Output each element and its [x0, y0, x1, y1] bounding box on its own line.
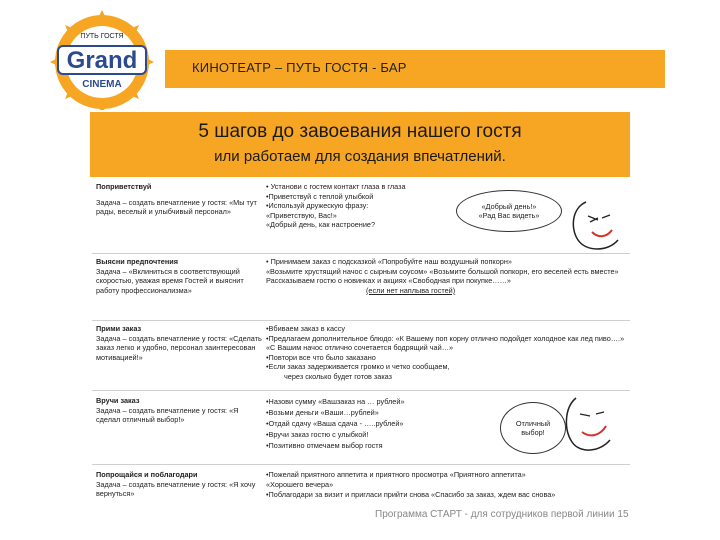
action-note: (если нет наплыва гостей)	[366, 285, 456, 295]
step-row-order	[92, 324, 630, 388]
step-name: Вручи заказ	[96, 396, 140, 405]
step-row-farewell	[92, 470, 630, 506]
action-item: •Пожелай приятного аппетита и приятного просмотра «Приятного аппетита»	[266, 470, 526, 479]
winking-face-icon	[560, 392, 618, 454]
page-title: КИНОТЕАТР – ПУТЬ ГОСТЯ - БАР	[192, 60, 407, 75]
action-item: «Возьмите хрустящий начос с сырным соусом» «Возьмите большой попкорн, его веселей есть вместе»	[266, 266, 619, 276]
banner-panel	[90, 112, 630, 177]
step-actions	[266, 470, 628, 500]
choice-bubble-line: Отличный	[515, 418, 551, 428]
step-task: Задача – создать впечатление у гостя: «Мы тут рады, веселый и улыбчивый персонал»	[96, 198, 257, 217]
step-name: Прими заказ	[96, 324, 142, 333]
banner-title: 5 шагов до завоевания нашего гостя	[198, 121, 522, 142]
step-task: Задача – создать впечатление у гостя: «Сделать заказ легко и удобно, персонал заинтересован мотивацией!»	[96, 334, 262, 362]
action-item: •Вбиваем заказ в кассу	[266, 324, 345, 333]
step-left-cell	[96, 257, 264, 295]
greeting-speech-bubble	[456, 190, 562, 232]
action-item: •Назови сумму «Вашзаказ на … рублей»	[266, 397, 405, 406]
step-task: Задача – создать впечатление у гостя: «Я хочу вернуться»	[96, 480, 256, 499]
action-item: через сколько будет готов заказ	[284, 371, 392, 381]
action-item: •Если заказ задерживается громко и четко сообщаем,	[266, 362, 450, 372]
greeting-bubble-line: «Добрый день!»	[481, 201, 537, 211]
row-divider	[92, 464, 630, 465]
action-item: Рассказываем гостю о новинках и акциях «Свободная при покупке……»	[266, 276, 511, 286]
step-actions	[266, 257, 628, 295]
step-left-cell	[96, 182, 264, 217]
action-item: •Используй дружескую фразу:	[266, 201, 369, 211]
step-name: Поприветствуй	[96, 182, 152, 191]
step-name: Попрощайся и поблагодари	[96, 470, 198, 479]
footer-text: Программа СТАРТ - для сотрудников первой линии 15	[375, 509, 629, 520]
choice-speech-bubble	[500, 402, 566, 454]
logo-brand: Grand	[66, 47, 138, 74]
action-item: •Приветствуй с теплой улыбкой	[266, 191, 374, 201]
step-task: Задача – «Вклиниться в соответствующий скоростью, уважая время Гостей и выяснит работу профессионализма»	[96, 267, 244, 295]
row-divider	[92, 320, 630, 321]
step-name: Выясни предпочтения	[96, 257, 178, 266]
logo-subbrand: CINEMA	[82, 79, 122, 90]
action-item: • Принимаем заказ с подсказкой «Попробуйте наш воздушный попкорн»	[266, 257, 512, 266]
action-item: •Повтори все что было заказано	[266, 352, 376, 362]
action-item: •Поблагодари за визит и пригласи прийти снова «Спасибо за заказ, ждем вас снова»	[266, 490, 556, 499]
row-divider	[92, 390, 630, 391]
action-item: •Предлагаем дополнительное блюдо: «К Вашему поп корну отлично подойдет холодное как лед пиво….» «С Вашим начос отлично сочетается бодрящий чай…»	[266, 333, 625, 353]
step-left-cell	[96, 470, 264, 499]
action-item: •Вручи заказ гостю с улыбкой!	[266, 430, 369, 439]
step-left-cell	[96, 396, 264, 425]
action-item: • Установи с гостем контакт глаза в глаза	[266, 182, 406, 191]
row-divider	[92, 253, 630, 254]
action-item: •Позитивно отмечаем выбор гостя	[266, 441, 383, 450]
banner-subtitle: или работаем для создания впечатлений.	[214, 148, 506, 165]
action-item: •Отдай сдачу «Ваша сдача - …..рублей»	[266, 419, 404, 428]
action-item: «Добрый день, как настроение?	[266, 220, 376, 230]
action-item: «Приветствую, Вас!»	[266, 210, 337, 220]
action-item: «Хорошего вечера»	[266, 480, 334, 489]
smiling-face-icon	[566, 194, 626, 254]
step-left-cell	[96, 324, 264, 362]
step-row-preferences	[92, 257, 630, 319]
step-task: Задача – создать впечатление у гостя: «Я сделал отличный выбор!»	[96, 406, 239, 425]
greeting-bubble-line: «Рад Вас видеть»	[478, 211, 540, 220]
step-actions	[266, 324, 628, 382]
logo-top-text: ПУТЬ ГОСТЯ	[80, 33, 124, 40]
action-item: •Возьми деньги «Ваши…рублей»	[266, 408, 379, 417]
choice-bubble-line: выбор!	[521, 428, 545, 437]
grand-cinema-logo	[48, 10, 156, 110]
